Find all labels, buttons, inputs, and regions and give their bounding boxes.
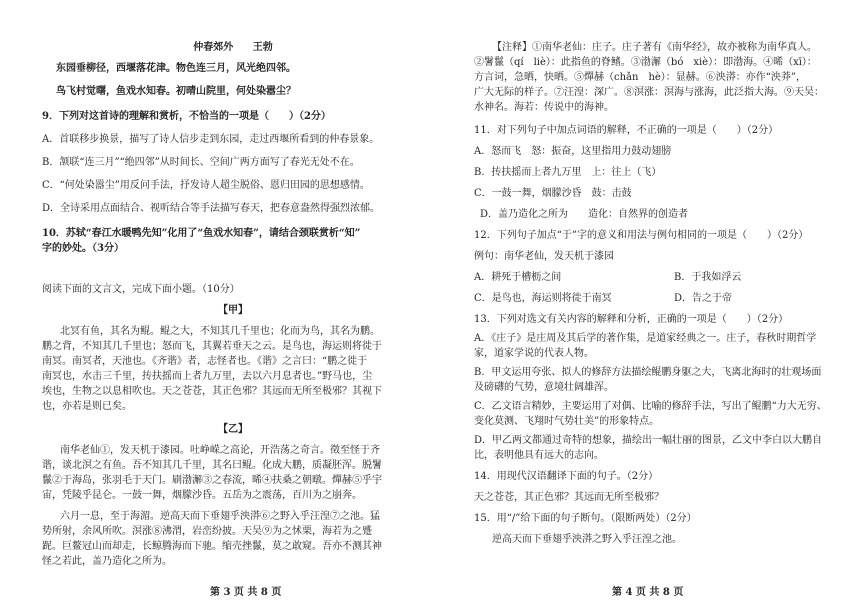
question-15-sentence: 逆高天而下垂翅乎泱漭之野入乎汪湟之池。 [492, 534, 682, 545]
question-11-option-d: D．盖乃造化之所为 造化：自然界的创造者 [480, 209, 689, 220]
question-14: 14．用现代汉语翻译下面的句子。（2分） [474, 471, 659, 482]
option-line: 比，表明他具有远大的志向。 [474, 450, 604, 461]
poem-title: 仲春郊外 [193, 42, 234, 53]
passage-jia-line: 埃也，生物之以息相吹也。天之苍苍，其正色邪？其远而无所至极邪？其视下 [42, 386, 382, 397]
question-12-option-b: B．于我如浮云 [674, 272, 742, 283]
question-12-example: 例句：南华老仙，发天机于漆园 [474, 251, 614, 262]
passage-yi-line: 势所射，余风所吹。溟涨⑧沸渭，岩峦纷披。天吴⑨为之怵栗，海若为之蹙 [42, 526, 372, 537]
reading-intro: 阅读下面的文言文，完成下面小题。（10分） [42, 284, 240, 295]
question-12-options-row-2 [474, 291, 842, 306]
annotations [474, 40, 842, 115]
passage-jia-line: 也，亦若是则已矣。 [42, 401, 132, 412]
passage-jia-line: 南冥。南冥者，天池也。《齐谐》者，志怪者也。《谐》之言曰：“鹏之徙于 [42, 356, 368, 367]
annotation-line: 【注释】①南华老仙：庄子。庄子著有《南华经》，故亦被称为南华真人。 [492, 42, 817, 53]
question-13-option-a [474, 331, 842, 361]
passage-yi-line: 怪之若此，盖乃造化之所为。 [42, 556, 172, 567]
annotation-line: 方言词，急晒，快晒。⑤燀赫（chǎn hè）：显赫。⑥泱漭：亦作“泱莽”， [474, 72, 807, 83]
option-line: 变化莫测、飞翔时气势壮美”的形象特点。 [474, 416, 660, 427]
question-9-option-d: D．全诗采用点面结合、视听结合等手法描写春天，把春意盎然得强烈浓郁。 [42, 203, 381, 214]
passage-yi-paragraph-2 [42, 509, 424, 569]
question-11: 11．对下列句子中加点词语的解释，不正确的一项是（ ）（2分） [474, 125, 779, 136]
question-12-options-row-1 [474, 270, 842, 285]
page-number-right: 第 4 页 共 8 页 [612, 587, 684, 598]
passage-jia-line: 南冥也，水击三千里，抟扶摇而上者九万里，去以六月息者也。”野马也，尘 [42, 371, 373, 382]
right-page [440, 0, 860, 608]
question-14-sentence: 天之苍苍，其正色邪？其远而无所至极邪？ [474, 492, 664, 503]
question-11-option-c: C．一鼓一舞，烟朦沙昏 鼓：击鼓 [474, 188, 632, 199]
question-15: 15．用“/”给下面的句子断句。（限断两处）（2分） [474, 513, 697, 524]
question-11-option-a: A．怒而飞 怒：振奋，这里指用力鼓动翅膀 [474, 146, 672, 157]
question-13-option-c [474, 399, 842, 429]
question-9: 9．下列对这首诗的理解和赏析，不恰当的一项是（ ）（2分） [42, 111, 331, 122]
question-12-option-a: A．耕死于槽枥之间 [474, 272, 562, 283]
option-line: B．甲文运用夸张、拟人的修辞方法描绘鲲鹏身躯之大，飞离北海时的壮观场面 [474, 367, 822, 378]
poem-heading [42, 40, 424, 55]
annotation-line: ②鬐鬣（qí liè）：此指鱼的脊鳍。③渤澥（bó xiè）：即渤海。④晞（xī）： [474, 57, 817, 68]
option-line: 及磅礴的气势，意境壮阔雄浑。 [474, 382, 614, 393]
annotation-line: 广大无际的样子。⑦汪湟：深广。⑧溟涨：溟海与涨海，此泛指大海。⑨天吴： [474, 87, 824, 98]
annotation-line: 水神名。海若：传说中的海神。 [474, 102, 614, 113]
question-12-option-c: C．是鸟也，海运则将徙于南冥 [474, 293, 612, 304]
passage-jia-line: 鹏之背，不知其几千里也；怒而飞，其翼若垂天之云。是鸟也，海运则将徙于 [42, 341, 382, 352]
passage-yi-line: 南华老仙①，发天机于漆园。吐峥嵘之高论，开浩荡之奇言。徵至怪于齐 [60, 445, 380, 456]
question-13-option-b [474, 365, 842, 395]
question-9-option-b: B．颔联“连三月”“绝四邻”从时间长、空间广两方面写了春光无处不在。 [42, 157, 360, 168]
option-line: C．乙文语言精妙，主要运用了对偶、比喻的修辞手法，写出了鲲鹏“力大无穷、 [474, 401, 827, 412]
passage-jia [42, 324, 424, 414]
question-13-option-d [474, 433, 842, 463]
poem-line-1: 东园垂柳径，西堰落花津。物色连三月，风光绝四邻。 [56, 63, 296, 74]
passage-yi-line: 谐，谈北溟之有鱼。吾不知其几千里，其名曰鲲。化成大鹏，质凝胚浑。脱鬐 [42, 460, 382, 471]
question-9-option-a: A．首联移步换景，描写了诗人信步走到东园，走过西堰所看到的仲春景象。 [42, 134, 380, 145]
question-12-option-d: D．告之于帝 [674, 293, 733, 304]
passage-yi-line: 宙，凭陵乎昆仑。一鼓一舞，烟朦沙昏。五岳为之震荡，百川为之崩奔。 [42, 490, 362, 501]
passage-jia-line: 北冥有鱼，其名为鲲。鲲之大，不知其几千里也；化而为鸟，其名为鹏。 [60, 326, 380, 337]
question-10-line-2: 字的妙处。（3分） [42, 243, 124, 254]
passage-yi-paragraph-1 [42, 443, 424, 503]
page-number-left: 第 3 页 共 8 页 [210, 587, 282, 598]
question-10-line-1: 10．苏轼“春江水暖鸭先知”化用了“鱼戏水知春”，请结合颈联赏析“知” [42, 228, 361, 239]
poem-author: 王勃 [252, 42, 273, 53]
passage-yi-line: 跜。巨鳌冠山而却走，长鲸腾海而下驰。缩壳挫鬣，莫之敢窥。吾亦不测其神 [42, 541, 382, 552]
passage-yi-line: 鬣②于海岛，张羽毛于天门。刷渤澥③之春流，晞④扶桑之朝暾。燀赫⑤乎宇 [42, 475, 382, 486]
passage-yi-line: 六月一息，至于海湄。逆高天而下垂翅乎泱漭⑥之野入乎汪湟⑦之池。猛 [60, 511, 380, 522]
passage-yi-heading: 【乙】 [218, 424, 248, 435]
question-12: 12．下列句子加点“于”字的意义和用法与例句相同的一项是（ ）（2分） [474, 230, 809, 241]
question-13: 13．下列对选文有关内容的解释和分析，正确的一项是（ ）（2分） [474, 314, 789, 325]
question-9-option-c: C．“何处染嚣尘”用反问手法，抒发诗人超尘脱俗、恩归田园的思想感情。 [42, 180, 370, 191]
option-line: 家，道家学说的代表人物。 [474, 348, 594, 359]
poem-line-2: 鸟飞村觉曙，鱼戏水知春。初晴山院里，何处染嚣尘？ [56, 86, 296, 97]
question-11-option-b: B．抟扶摇而上者九万里 上：往上（飞） [474, 167, 662, 178]
option-line: D．甲乙两文都通过奇特的想象，描绘出一幅壮丽的图景，乙文中李白以大鹏自 [474, 435, 823, 446]
option-line: A．《庄子》是庄周及其后学的著作集，是道家经典之一。庄子，春秋时期哲学 [474, 333, 817, 344]
passage-jia-heading: 【甲】 [218, 305, 248, 316]
